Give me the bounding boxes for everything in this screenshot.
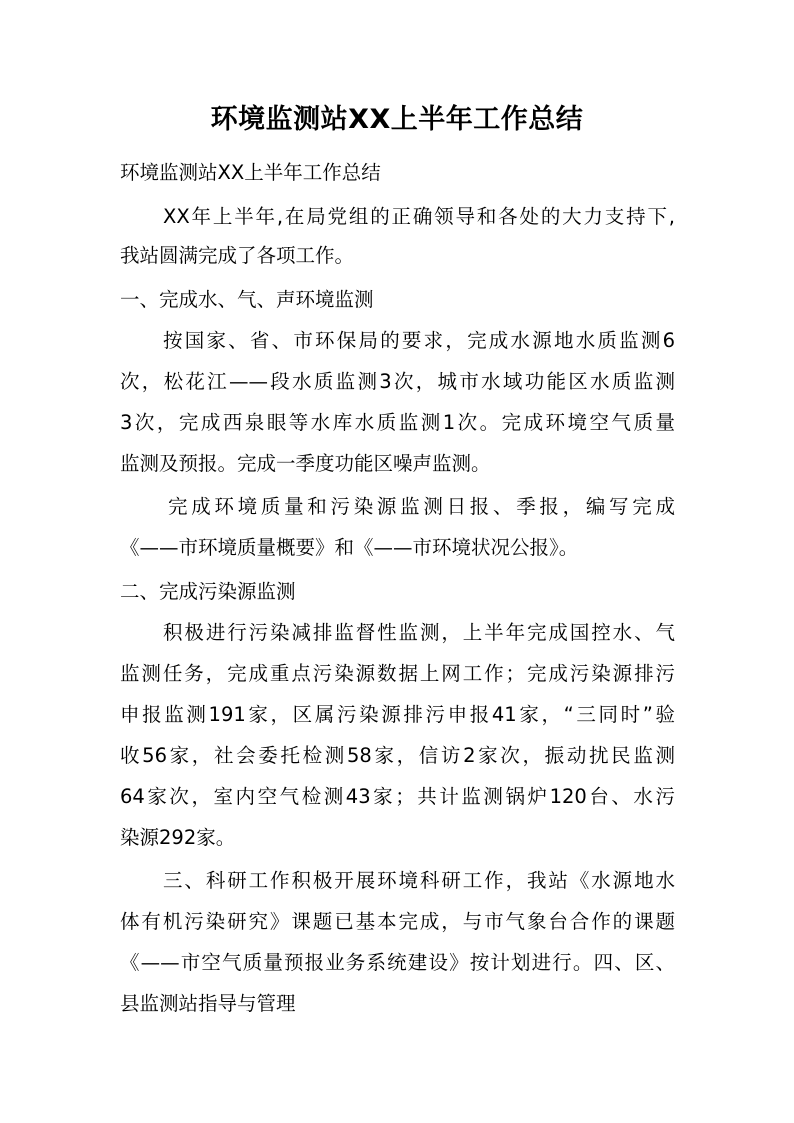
paragraph-line: 申报监测191家，区属污染源排污申报41家，“三同时”验 — [120, 703, 675, 726]
paragraph-line: 监测任务，完成重点污染源数据上网工作；完成污染源排污 — [120, 662, 675, 685]
paragraph-line: 三、科研工作积极开展环境科研工作，我站《水源地水 — [163, 869, 675, 892]
paragraph-line: XX年上半年,在局党组的正确领导和各处的大力支持下, — [163, 205, 675, 228]
paragraph-line: 我站圆满完成了各项工作。 — [120, 244, 355, 267]
paragraph-line: 染源292家。 — [120, 826, 236, 849]
paragraph-line: 积极进行污染减排监督性监测，上半年完成国控水、气 — [163, 621, 675, 644]
paragraph-line: 完成环境质量和污染源监测日报、季报，编写完成 — [168, 495, 675, 518]
section-heading: 一、完成水、气、声环境监测 — [120, 288, 374, 311]
paragraph-line: 64家次，室内空气检测43家；共计监测锅炉120台、水污 — [120, 785, 675, 808]
paragraph-line: 收56家，社会委托检测58家，信访2家次，振动扰民监测 — [120, 744, 675, 767]
paragraph-line: 县监测站指导与管理 — [120, 992, 296, 1015]
paragraph-line: 次，松花江——段水质监测3次，城市水域功能区水质监测 — [120, 370, 675, 393]
paragraph-line: 3次，完成西泉眼等水库水质监测1次。完成环境空气质量 — [120, 411, 675, 434]
paragraph-line: 体有机污染研究》课题已基本完成，与市气象台合作的课题 — [120, 910, 675, 933]
paragraph-line: 《——市空气质量预报业务系统建设》按计划进行。四、区、 — [120, 951, 675, 974]
paragraph-line: 按国家、省、市环保局的要求，完成水源地水质监测6 — [163, 329, 675, 352]
subtitle-line: 环境监测站XX上半年工作总结 — [120, 161, 381, 184]
paragraph-line: 监测及预报。完成一季度功能区噪声监测。 — [120, 452, 491, 475]
section-heading: 二、完成污染源监测 — [120, 580, 296, 603]
paragraph-line: 《——市环境质量概要》和《——市环境状况公报》。 — [120, 536, 579, 559]
document-title: 环境监测站XX上半年工作总结 — [210, 104, 584, 135]
